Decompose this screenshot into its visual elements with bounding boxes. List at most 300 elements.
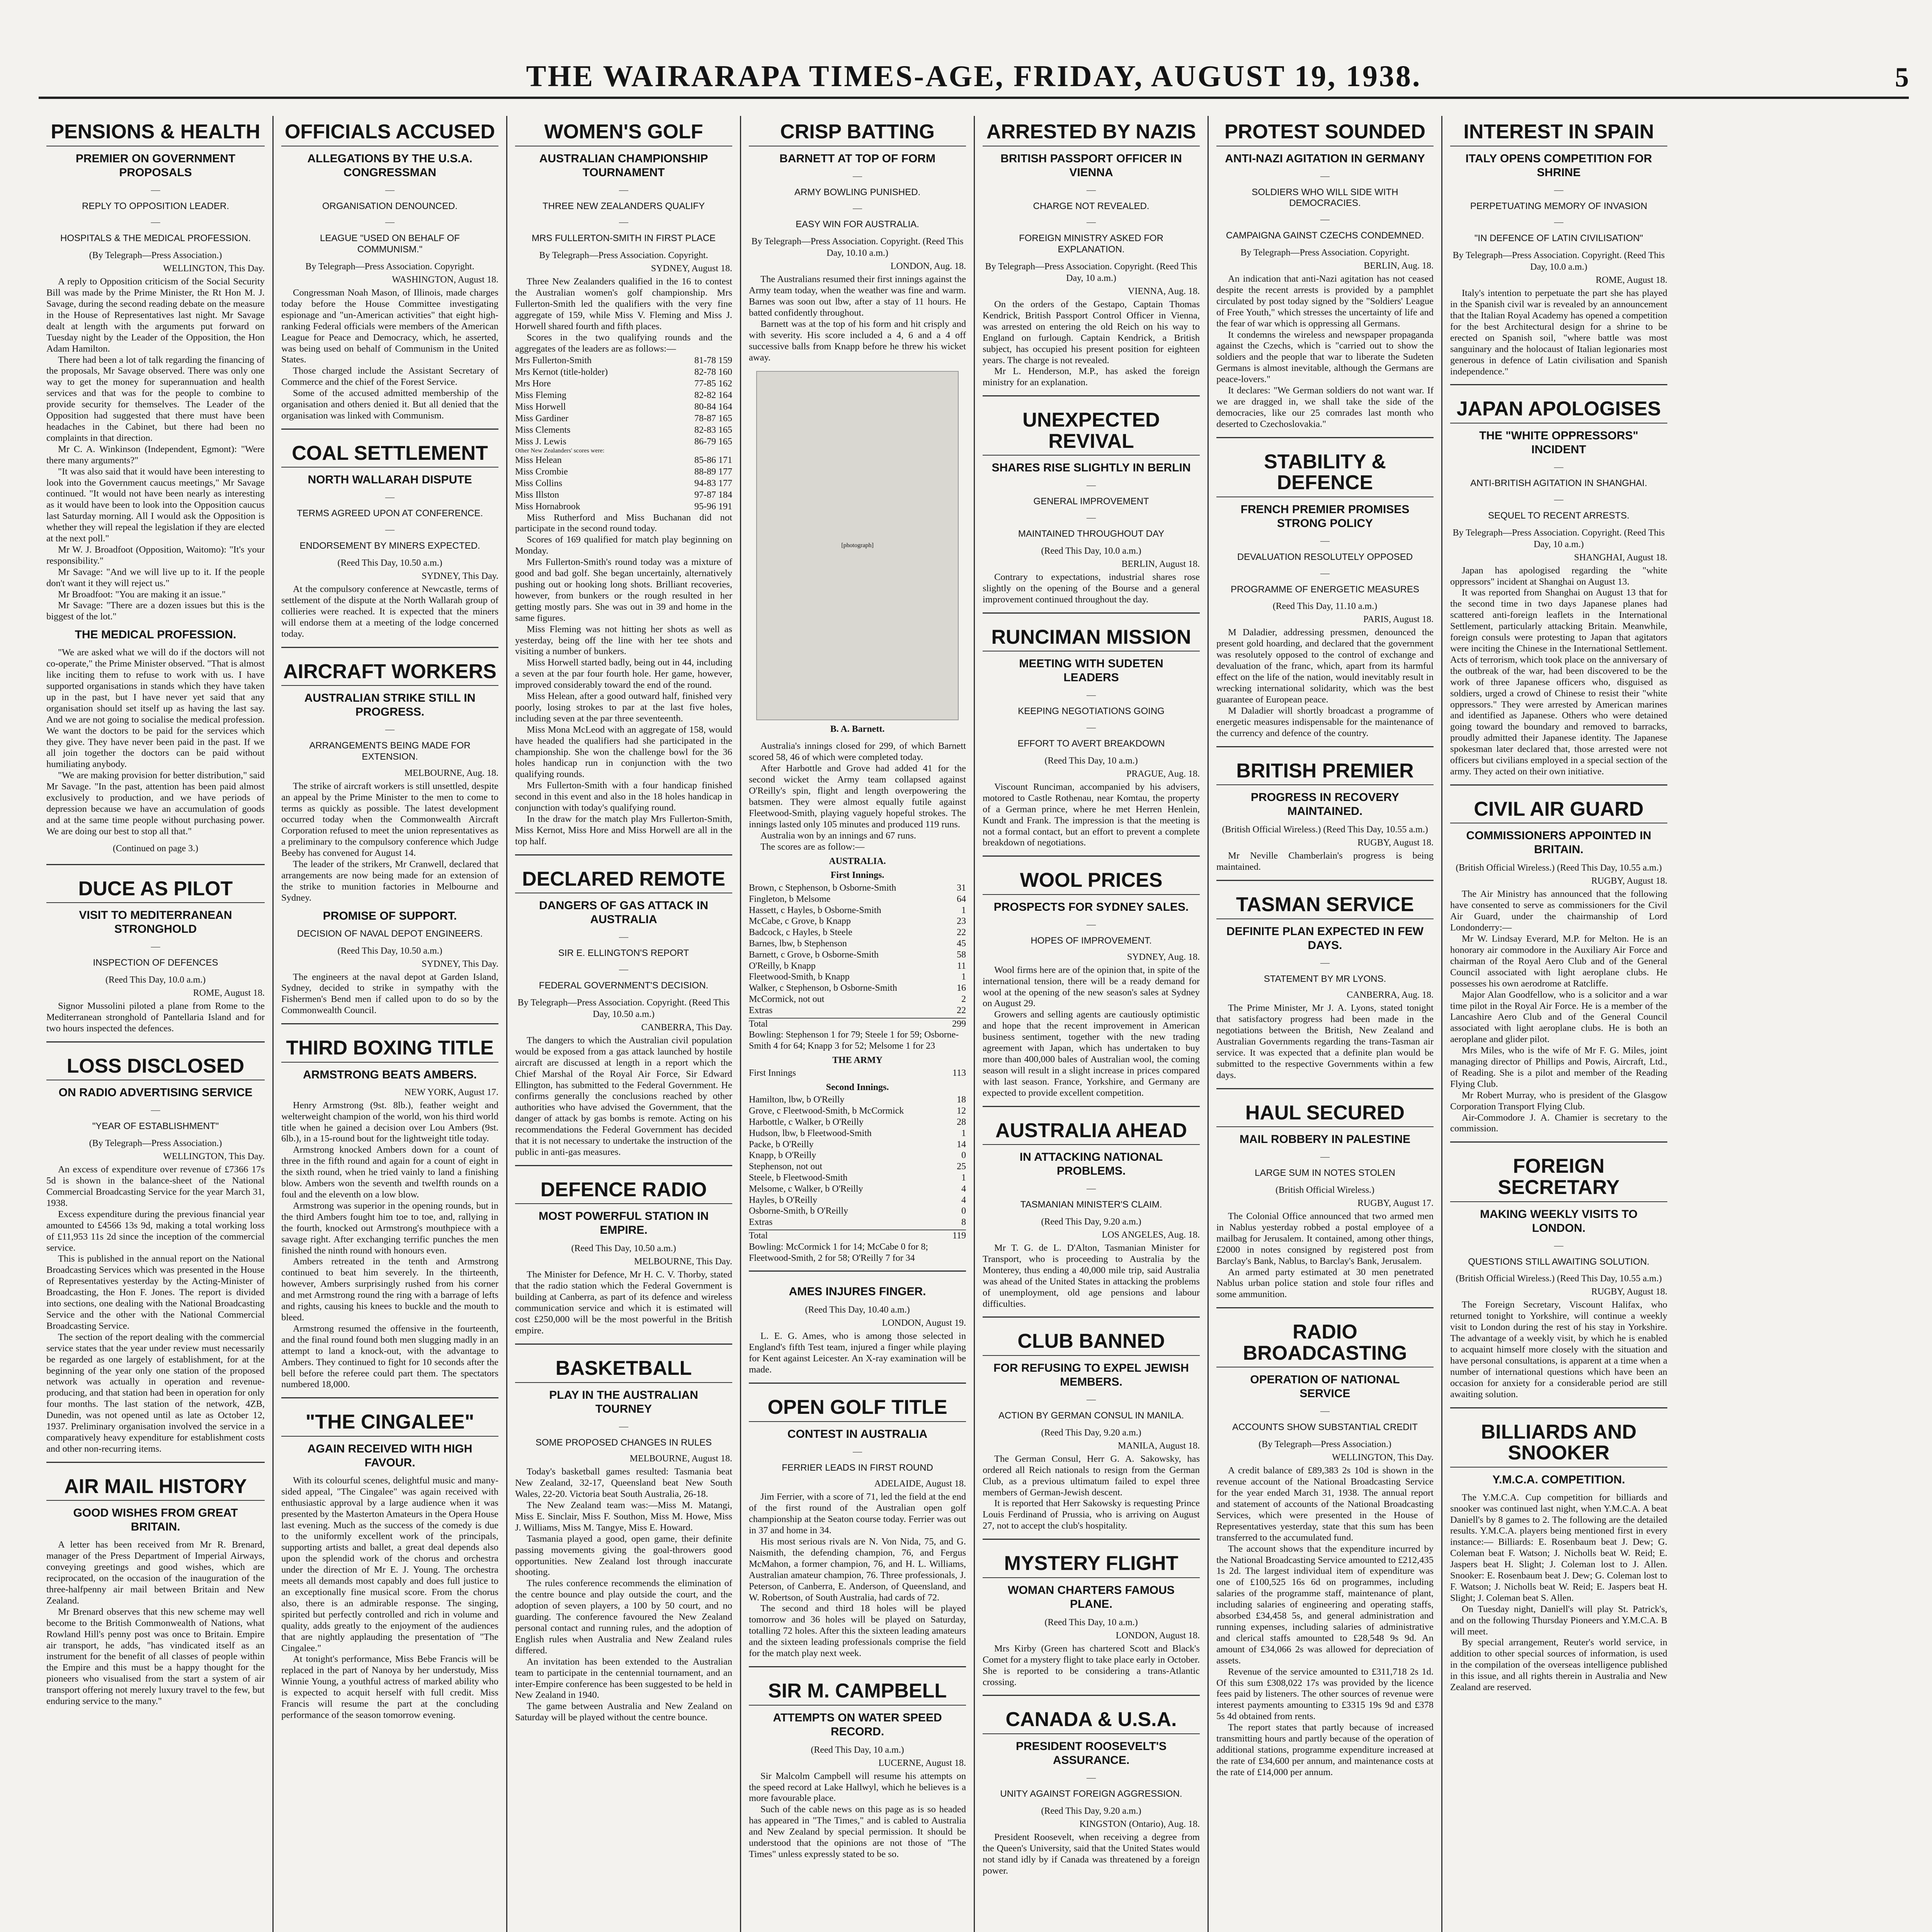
article-body (281, 972, 498, 1017)
deck: PROSPECTS FOR SYDNEY SALES. (993, 900, 1189, 913)
deck: TASMANIAN MINISTER'S CLAIM. (1020, 1199, 1162, 1210)
table-row (749, 1105, 966, 1117)
paragraph: Viscount Runciman, accompanied by his advisers, motored to Castle Rothenau, near Komtau, the property of a German prince, where he met Herren Henlein, Kundt and Frank. The impression is that the meeting is not a formal contact, but an effort to prevent a complete breakdown of negotiations. (983, 781, 1200, 848)
article (1216, 1102, 1434, 1309)
credit-line: (Reed This Day, 10.50 a.m.) (571, 1243, 676, 1254)
paragraph: Henry Armstrong (9st. 8lb.), feather weight and welterweight champion of the world, won his third world title when he gained a decision over Lou Ambers (9st. 6lb.), in a 15-round bout for the lightweight title today. (281, 1100, 498, 1144)
paragraph: The scores are as follow:— (760, 841, 865, 852)
separator-dash: — (1554, 494, 1563, 505)
article (983, 1331, 1200, 1540)
article-body (1450, 1492, 1667, 1693)
batsman: Barnes, lbw, b Stephenson (749, 939, 847, 949)
paragraph: "We are asked what we will do if the doctors will not co-operate," the Prime Minister observed. "That is almost like inciting them to refuse to work with us. I have supported organisations in stands which they have taken up in the past, but I have never yet said that any organisation should set itself up as having the last say. And we are not going to socialise the medical profession. We want the doctors to be paid for the services which they give. They have never been paid in the past. If we all join together the doctors can be paid without humiliating anybody. (46, 647, 265, 770)
paragraph: The engineers at the naval depot at Garden Island, Sydney, decided to strike in sympathy with the Fishermen's Bend men if called upon to do so by the Commonwealth Council. (281, 971, 498, 1016)
dateline: RUGBY, August 18. (1357, 838, 1434, 848)
article-body (1216, 1211, 1434, 1300)
article (46, 1056, 265, 1463)
separator-dash: — (1087, 185, 1096, 195)
paragraph: A credit balance of £89,383 2s 10d is shown in the revenue account of the National Broadcasting Service for the year ended March 31, 1938. The annual report and statement of accounts of the National Broadcasting Services, which were presented in the House of Representatives yesterday, state that this sum has been transferred to the accumulated fund. (1216, 1465, 1434, 1543)
paragraph: Revenue of the service amounted to £311,718 2s 1d. Of this sum £308,022 17s was provided by the licence fees paid by listeners. The other sources of revenue were interest payments amounting to £3315 19s 9d and £378 5s 4d obtained from rents. (1216, 1666, 1434, 1722)
article-body (46, 276, 265, 622)
paragraph: Wool firms here are of the opinion that, in spite of the international tension, there will be a ready demand for wool at the opening of the new season's sales at Sydney on August 29. (983, 964, 1200, 1009)
runs: 1 (961, 1128, 966, 1138)
headline: RADIO BROADCASTING (1216, 1321, 1434, 1367)
credit-line: (Reed This Day, 10 a.m.) (811, 1745, 904, 1755)
photo-portrait (756, 371, 959, 720)
paragraph: Mr Robert Murray, who is president of the Glasgow Corporation Transport Flying Club. (1450, 1090, 1667, 1112)
paragraph: The Foreign Secretary, Viscount Halifax, who returned tonight to Yorkshire, will continue a weekly visit to London during the rest of his stay in Yorkshire. The advantage of a weekly visit, by which he is enabled to acquaint himself more closely with the situation and have personal consultations, is apparent at a time when a number of international questions which have been an occasion for anxiety for a considerable period are still awaiting solution. (1450, 1299, 1667, 1400)
column-3 (506, 116, 740, 1932)
table-row (749, 1117, 966, 1128)
table-row (515, 436, 732, 447)
runs: 8 (961, 1217, 966, 1228)
table-row (749, 1094, 966, 1105)
table-row (749, 1068, 966, 1079)
headline: AMES INJURES FINGER. (789, 1285, 926, 1298)
paragraph: L. E. G. Ames, who is among those selected in England's fifth Test team, injured a finger while playing for Kent against Leicester. An X-ray examination will be made. (749, 1331, 966, 1375)
article-body (515, 1269, 732, 1336)
deck: SHARES RISE SLIGHTLY IN BERLIN (992, 461, 1191, 474)
deck: "IN DEFENCE OF LATIN CIVILISATION" (1474, 233, 1643, 244)
credit-line: By Telegraph—Press Association. Copyright. (Reed This Day, 10.0 a.m.) (1452, 250, 1665, 272)
headline: BASKETBALL (515, 1358, 732, 1383)
deck: QUESTIONS STILL AWAITING SOLUTION. (1468, 1256, 1650, 1267)
article (281, 1037, 498, 1398)
article-body (1216, 1003, 1434, 1081)
table-row (749, 938, 966, 949)
deck: TERMS AGREED UPON AT CONFERENCE. (297, 508, 483, 519)
row-value: 86-79 165 (694, 436, 732, 447)
article (1450, 1156, 1667, 1408)
article-body (749, 1331, 966, 1376)
article (1450, 1422, 1667, 1701)
paragraph: Japan has apologised regarding the "white oppressors" incident at Shanghai on August 13. (1450, 565, 1667, 587)
article (1450, 799, 1667, 1143)
row-label: Miss Clements (515, 425, 571, 435)
deck: ANTI-BRITISH AGITATION IN SHANGHAI. (1470, 478, 1647, 489)
article-body (983, 1454, 1200, 1532)
article-body (46, 1001, 265, 1034)
row-value: 95-96 191 (694, 501, 732, 512)
batsman: Knapp, b O'Reilly (749, 1150, 816, 1161)
batsman: Fingleton, b Melsome (749, 894, 831, 904)
table-row (749, 1217, 966, 1228)
table-row (515, 454, 732, 466)
batsman: Walker, c Stephenson, b Osborne-Smith (749, 983, 897, 993)
runs: 0 (961, 1150, 966, 1161)
article (983, 1120, 1200, 1318)
paragraph: On Tuesday night, Daniell's will play St. Patrick's, and on the following Thursday Pioneers and Y.M.C.A. B will meet. (1450, 1604, 1667, 1637)
row-value: 88-89 177 (694, 466, 732, 477)
paragraph: An excess of expenditure over revenue of £7366 17s 5d is shown in the balance-sheet of the National Commercial Broadcasting Service for the year March 31, 1938. (46, 1164, 265, 1208)
headline: DECLARED REMOTE (515, 869, 732, 894)
credit-line: (Reed This Day, 10.40 a.m.) (805, 1305, 910, 1315)
separator-dash: — (1320, 1152, 1330, 1162)
runs: 14 (957, 1139, 966, 1150)
bowling: Bowling: Stephenson 1 for 79; Steele 1 for 59; Osborne-Smith 4 for 64; Knapp 3 for 52; Melsome 1 for 23 (749, 1030, 959, 1051)
batsman: Hamilton, lbw, b O'Reilly (749, 1095, 845, 1105)
dateline: RUGBY, August 18. (1591, 1287, 1667, 1297)
headline: "THE CINGALEE" (281, 1412, 498, 1437)
paragraph: It is reported that Herr Sakowsky is requesting Prince Louis Ferdinand of Prussia, who is arriving on August 27, not to accept the club's hospitality. (983, 1498, 1200, 1531)
deck: PROGRAMME OF ENERGETIC MEASURES (1230, 584, 1420, 595)
article-body (983, 1832, 1200, 1877)
deck: ATTEMPTS ON WATER SPEED RECORD. (773, 1711, 942, 1738)
deck: MAINTAINED THROUGHOUT DAY (1018, 529, 1165, 539)
dateline: BERLIN, Aug. 18. (1364, 260, 1434, 271)
headline: WOOL PRICES (983, 870, 1200, 895)
paragraph: Sir Malcolm Campbell will resume his attempts on the speed record at Lake Hallwyl, which he believes is a more favourable place. (749, 1770, 966, 1804)
deck: ALLEGATIONS BY THE U.S.A. CONGRESSMAN (307, 152, 473, 179)
paragraph: Miss Mona McLeod with an aggregate of 158, would have headed the qualifiers had she participated in the championship. She won the challenge bowl for the 36 holes handicap run in conjunction with the two qualifying rounds. (515, 724, 732, 780)
table-row (515, 355, 732, 366)
row-value: 81-78 159 (694, 355, 732, 366)
table-row (749, 1206, 966, 1217)
article-body (983, 782, 1200, 849)
article (749, 1397, 966, 1667)
deck: EFFORT TO AVERT BREAKDOWN (1017, 738, 1165, 749)
dateline: SYDNEY, This Day. (422, 571, 498, 582)
paragraph: The Y.M.C.A. Cup competition for billiards and snooker was continued last night, when Y.M.C.A. A beat Daniell's by 8 games to 2. The following are the detailed results. Y.M.C.A. players being mentioned first in every instance:— Billiards: E. Rosenbaum beat J. Dew; G. Coleman beat F. Watson; J. Nicholls beat W. Reid; E. Jaspers beat H. Slight; J. Coleman lost to J. Allen. Snooker: E. Rosenbaum beat J. Dew; G. Coleman lost to F. Watson; J. Nicholls beat W. Reid; E. Jaspers beat H. Slight; J. Coleman beat S. Allen. (1450, 1492, 1667, 1603)
separator-dash: — (853, 203, 862, 214)
dateline: MELBOURNE, This Day. (634, 1257, 732, 1267)
table-row (749, 1161, 966, 1172)
headline: SIR M. CAMPBELL (749, 1680, 966, 1706)
paragraph: Scores of 169 qualified for match play beginning on Monday. (515, 534, 732, 556)
batsman: Badcock, c Hayles, b Steele (749, 927, 852, 938)
batsman: O'Reilly, b Knapp (749, 961, 816, 971)
table-row (515, 466, 732, 478)
runs: 25 (957, 1162, 966, 1172)
batsman: Fleetwood-Smith, b Knapp (749, 972, 850, 982)
article (281, 1412, 498, 1728)
article (983, 1553, 1200, 1696)
paragraph: An indication that anti-Nazi agitation has not ceased despite the recent arrests is provided by a pamphlet circulated by post today signed by the "Soldiers' League of Free Youth," which stresses the uncertainty of life and the fear of war which is oppressing all Germans. (1216, 273, 1434, 329)
paragraph: Armstrong resumed the offensive in the fourteenth, and the final round found both men slugging madly in an attempt to land a knock-out, with the advantage to Ambers. They continued to fight for 10 seconds after the bell before the referee could part them. The spectators numbered 18,000. (281, 1323, 498, 1390)
article (983, 1709, 1200, 1883)
credit-line: By Telegraph—Press Association. Copyright. (Reed This Day, 10 a.m.) (985, 261, 1197, 283)
separator-dash: — (1087, 690, 1096, 701)
column-4 (740, 116, 974, 1932)
credit-line: (Reed This Day, 10 a.m.) (1044, 755, 1138, 766)
deck: ARMSTRONG BEATS AMBERS. (303, 1068, 477, 1081)
subhead: THE MEDICAL PROFESSION. (75, 628, 236, 641)
article-body (749, 1492, 966, 1659)
deck: HOSPITALS & THE MEDICAL PROFESSION. (60, 233, 251, 244)
article (1450, 398, 1667, 785)
deck: AGAIN RECEIVED WITH HIGH FAVOUR. (307, 1442, 473, 1469)
credit-line: (Reed This Day, 9.20 a.m.) (1041, 1427, 1141, 1438)
dateline: KINGSTON (Ontario), Aug. 18. (1079, 1819, 1200, 1829)
paragraph: Miss Rutherford and Miss Buchanan did not participate in the second round today. (515, 512, 732, 534)
article (46, 878, 265, 1043)
dateline: ROME, August 18. (193, 988, 265, 998)
row-label: Miss Illston (515, 490, 560, 500)
deck: ACTION BY GERMAN CONSUL IN MANILA. (998, 1410, 1184, 1421)
credit-line: By Telegraph—Press Association. Copyright. (Reed This Day, 10 a.m.) (1452, 527, 1665, 549)
deck: PLAY IN THE AUSTRALIAN TOURNEY (549, 1388, 698, 1415)
row-label: Miss Fleming (515, 390, 566, 400)
dateline: SYDNEY, This Day. (422, 959, 498, 969)
table-row (749, 883, 966, 894)
total-value: 299 (952, 1019, 966, 1029)
credit-line: (Reed This Day, 9.20 a.m.) (1041, 1806, 1141, 1816)
masthead (39, 58, 1909, 99)
paragraph: Such of the cable news on this page as is so headed has appeared in "The Times," and is cabled to Australia and New Zealand by special permission. It should be understood that the opinions are not those of "The Times" unless expressly stated to be so. (749, 1804, 966, 1859)
deck: BRITISH PASSPORT OFFICER IN VIENNA (1000, 152, 1182, 179)
article-body (749, 1771, 966, 1804)
headline: PROTEST SOUNDED (1216, 121, 1434, 146)
dateline: LOS ANGELES, Aug. 18. (1102, 1230, 1200, 1240)
separator-dash: — (1087, 513, 1096, 523)
paragraph: His most serious rivals are N. Von Nida, 75, and G. Naismith, the defending champion, 76, and Fergus McMahon, a former champion, 76, and H. L. Williams, Australian amateur champion, 76. Three professionals, J. Peterson, of Canberra, E. Anderson, of Queensland, and W. Robertson, of South Australia, had cards of 72. (749, 1536, 966, 1603)
row-label: Mrs Kernot (title-holder) (515, 367, 608, 377)
paragraph: At tonight's performance, Miss Bebe Francis will be replaced in the part of Nanoya by her understudy, Miss Winnie Young, a youthful actress of marked ability who is expected to acquit herself with full credit. Miss Francis will resume the part at the concluding performance of the season tomorrow evening. (281, 1654, 498, 1720)
column-5 (974, 116, 1208, 1932)
headline: CLUB BANNED (983, 1331, 1200, 1356)
article-body (983, 965, 1200, 1099)
table-row (515, 501, 732, 512)
paragraph: Mr W. J. Broadfoot (Opposition, Waitomo): "It's your responsibility." (46, 544, 265, 566)
separator-dash: — (1320, 957, 1330, 968)
credit-line: (British Official Wireless.) (Reed This Day, 10.55 a.m.) (1456, 863, 1662, 873)
article-body (46, 1164, 265, 1455)
separator-dash: — (619, 1421, 628, 1432)
dateline: LONDON, August 18. (1116, 1630, 1200, 1641)
paragraph: Mr Broadfoot: "You are making it an issue." (58, 589, 226, 600)
paragraph: This is published in the annual report on the National Broadcasting Services which was presented in the House of Representatives yesterday by the Acting-Minister of Broadcasting, the Hon F. Jones. The report is divided into sections, one dealing with the National Broadcasting Service and the other with the National Commercial Broadcasting Service. (46, 1253, 265, 1331)
total-label: Total (749, 1231, 768, 1241)
paragraph: The Australians resumed their first innings against the Army team today, when the weather was fine and warm. Barnes was soon out lbw, after a stay of 11 hours. He batted confidently throughout. (749, 274, 966, 318)
separator-dash: — (1554, 217, 1563, 228)
deck: LEAGUE "USED ON BEHALF OF COMMUNISM." (320, 233, 460, 255)
table-row (515, 489, 732, 501)
batsman: Extras (749, 1005, 773, 1015)
table-row (515, 378, 732, 389)
photo-caption: B. A. Barnett. (830, 724, 885, 735)
deck: CHARGE NOT REVEALED. (1033, 201, 1150, 211)
paragraph: The report states that partly because of increased transmitting hours and partly because of the operation of additional stations, programme expenditure increased at the rate of £34,600 per annum, and maintenance costs at the rate of £14,000 per annum. (1216, 1722, 1434, 1777)
dateline: WASHINGTON, August 18. (392, 274, 498, 285)
credit-line: (By Telegraph—Press Association.) (89, 1138, 222, 1149)
headline: TASMAN SERVICE (1216, 894, 1434, 919)
table-row (749, 894, 966, 905)
runs: 12 (957, 1106, 966, 1116)
deck: SOLDIERS WHO WILL SIDE WITH DEMOCRACIES. (1252, 187, 1398, 209)
dateline: SYDNEY, Aug. 18. (1127, 952, 1200, 962)
separator-dash: — (151, 217, 160, 228)
table-row (749, 1005, 966, 1016)
deck: ACCOUNTS SHOW SUBSTANTIAL CREDIT (1232, 1422, 1418, 1433)
paragraph: The Minister for Defence, Mr H. C. V. Thorby, stated that the radio station which the Federal Government is building at Canberra, as part of its defence and wireless communication service and which it is estimated will cost £250,000 will be the most powerful in the British empire. (515, 1269, 732, 1336)
paragraph: On the orders of the Gestapo, Captain Thomas Kendrick, British Passport Control Officer in Vienna, was arrested on entering the old Reich on his way to England on furlough. Captain Kendrick, a British subject, has occupied his present position for eighteen years. The charge is not revealed. (983, 299, 1200, 366)
separator-dash: — (1087, 217, 1096, 228)
deck: AUSTRALIAN STRIKE STILL IN PROGRESS. (304, 692, 476, 719)
headline: HAUL SECURED (1216, 1102, 1434, 1128)
deck: OPERATION OF NATIONAL SERVICE (1250, 1373, 1400, 1400)
paragraph: It condemns the wireless and newspaper propaganda against the Czechs, which is "carried out to show the soldiers and the people that war to liberate the Sudeten Germans is almost inevitable, although the Germans are peace-lovers." (1216, 329, 1434, 385)
article-body (46, 1539, 265, 1707)
credit-line: (British Official Wireless.) (1275, 1185, 1375, 1196)
separator-dash: — (1087, 1184, 1096, 1194)
paragraph: A reply to Opposition criticism of the Social Security Bill was made by the Prime Minister, the Rt Hon M. J. Savage, during the second reading debate on the measure in the House of Representatives last night. Mr Savage dealt at length with the arguments put forward on Tuesday night by the Leader of the Opposition, the Hon Adam Hamilton. (46, 276, 265, 354)
headline: DEFENCE RADIO (515, 1179, 732, 1204)
table-row (749, 1195, 966, 1206)
paragraph: Armstrong was superior in the opening rounds, but in the third Ambers fought him toe to toe, and, rallying in the fourth, knocked out Armstrong's mouthpiece with a savage right. After exchanging terrific punches the men finished the ninth round with honours even. (281, 1200, 498, 1256)
deck: VISIT TO MEDITERRANEAN STRONGHOLD (79, 909, 232, 936)
row-label: Miss J. Lewis (515, 436, 566, 447)
paragraph: Mrs Kirby (Green has chartered Scott and Black's Comet for a mystery flight to take place early in October. She is reported to be considering a trans-Atlantic crossing. (983, 1643, 1200, 1687)
deck: HOPES OF IMPROVEMENT. (1031, 935, 1152, 946)
runs: 31 (957, 883, 966, 893)
article-body (983, 572, 1200, 605)
credit-line: By Telegraph—Press Association. Copyright. (Reed This Day, 10.10 a.m.) (751, 236, 964, 259)
dateline: CANBERRA, Aug. 18. (1347, 990, 1434, 1000)
paragraph: There had been a lot of talk regarding the financing of the proposals, Mr Savage observed. There was only one way to get the money for superannuation and health services and that was for the people to combine to provide security for themselves. The Leader of the Opposition had suggested that there must have been headaches in the Cabinet, but there had been no complaints in that direction. (46, 354, 265, 443)
article-body (281, 1100, 498, 1391)
deck: ON RADIO ADVERTISING SERVICE (58, 1086, 253, 1099)
table-row (515, 389, 732, 401)
paragraph: It was reported from Shanghai on August 13 that for the second time in two days Japanese planes had scattered anti-foreign leaflets in the International Settlement, particularly attacking Britain. Meanwhile, foreign consuls were protesting to Japan that agitators were inciting the Chinese in the International Settlement. Acts of terrorism, which took place on the anniversary of the outbreak of the war, had been discovered to be the work of three Japanese officers who, disguised as soldiers, urged a crowd of Chinese to resist their "white oppressors." They were arrested by American marines and identified as Japanese. Others who were detained going toward the boundary and removed to barracks, proudly admitted their Japanese identity. The Japanese spokesman later declared that, those arrested were not officers but civilians employed in a special section of the army. They acted on their own initiative. (1450, 587, 1667, 777)
runs: 45 (957, 939, 966, 949)
paragraph: The strike of aircraft workers is still unsettled, despite an appeal by the Prime Minister to the men to come to terms as quickly as possible. The latest development occurred today when the Commonwealth Aircraft Corporation refused to meet the union representatives as a preliminary to the compulsory conference which Judge Beeby has convened for August 14. (281, 781, 498, 859)
paragraph: Scores in the two qualifying rounds and the aggregates of the leaders are as follows:— (515, 332, 732, 354)
column-2 (272, 116, 506, 1932)
table-row (749, 1128, 966, 1139)
deck: MEETING WITH SUDETEN LEADERS (1019, 657, 1163, 684)
innings-label: Second Innings. (826, 1082, 889, 1092)
dateline: PRAGUE, Aug. 18. (1126, 769, 1200, 779)
runs: 4 (961, 1184, 966, 1194)
table-row (749, 961, 966, 972)
dateline: RUGBY, August 17. (1357, 1198, 1434, 1209)
dateline: WELLINGTON, This Day. (163, 264, 265, 274)
columns (39, 116, 1909, 1932)
deck: DANGERS OF GAS ATTACK IN AUSTRALIA (539, 899, 708, 926)
team-name: THE ARMY (832, 1055, 883, 1066)
table-row (515, 366, 732, 378)
paragraph: Three New Zealanders qualified in the 16 to contest the Australian women's golf championship. Mrs Fullerton-Smith led the qualifiers with the very fine aggregate of 159, while Miss V. Fleming and Miss J. Horwell shared fourth and fifth places. (515, 276, 732, 332)
bowling: Bowling: McCormick 1 for 14; McCabe 0 for 8; Fleetwood-Smith, 2 for 58; O'Reilly 7 for 34 (749, 1242, 928, 1263)
article-body (515, 1466, 732, 1723)
article (46, 121, 265, 865)
separator-dash: — (1320, 214, 1330, 225)
runs: 113 (952, 1068, 966, 1078)
paragraph: "It was also said that it would have been interesting to look into the Government caucus meetings," Mr Savage continued. "It would not have been nearly as interesting as it would have been to look into the Opposition caucus last Saturday morning. All I would ask the Opposition is whether they will repeal the legislation if they are elected at the next poll." (46, 466, 265, 544)
deck: INSPECTION OF DEFENCES (93, 957, 218, 968)
table-row (749, 1150, 966, 1161)
article-body (1216, 850, 1434, 873)
dateline: LONDON, Aug. 18. (890, 261, 966, 272)
dateline: LONDON, August 19. (882, 1318, 966, 1328)
deck: UNITY AGAINST FOREIGN AGGRESSION. (1000, 1789, 1182, 1799)
column-7 (1441, 116, 1675, 1932)
deck: MAKING WEEKLY VISITS TO LONDON. (1480, 1208, 1638, 1235)
dateline: MELBOURNE, August 18. (629, 1454, 732, 1464)
headline: LOSS DISCLOSED (46, 1056, 265, 1081)
article-body (281, 584, 498, 640)
paragraph: Miss Horwell started badly, being out in 44, including a seven at the par four fourth hole. Her game, however, improved considerably toward the end of the round. (515, 657, 732, 690)
headline: BRITISH PREMIER (1216, 760, 1434, 786)
article (281, 121, 498, 430)
score-table (515, 454, 732, 512)
paragraph: The Prime Minister, Mr J. A. Lyons, stated tonight that satisfactory progress had been made in the negotiations between the British, New Zealand and Australian Governments regarding the trans-Tasman air service. It was expected that a definite plan would be submitted to the respective Governments within a few days. (1216, 1003, 1434, 1080)
table-row (749, 949, 966, 961)
credit-line: (Reed This Day, 10.50 a.m.) (337, 946, 442, 956)
row-value: 97-87 184 (694, 490, 732, 500)
runs: 4 (961, 1195, 966, 1205)
credit-line: By Telegraph—Press Association. Copyright. (305, 261, 474, 272)
article-body (281, 287, 498, 422)
headline: UNEXPECTED REVIVAL (983, 410, 1200, 456)
total-label: Total (749, 1019, 768, 1029)
article (515, 121, 732, 855)
row-value: 85-86 171 (694, 455, 732, 465)
table-row (515, 401, 732, 413)
paragraph: Major Alan Goodfellow, who is a solicitor and a war time pilot in the Royal Air Force. He is a member of the Lancashire Aero Club and of the General Council associated with light aeroplane clubs. He is both an aeroplane and glider pilot. (1450, 989, 1667, 1045)
batsman: Grove, c Fleetwood-Smith, b McCormick (749, 1106, 904, 1116)
row-value: 80-84 164 (694, 401, 732, 412)
separator-dash: — (1087, 1395, 1096, 1405)
batsman: McCormick, not out (749, 994, 825, 1005)
row-label: Mrs Fullerton-Smith (515, 355, 592, 366)
paragraph: After Harbottle and Grove had added 41 for the second wicket the Army team collapsed against O'Reilly's spin, flight and length overpowering the batsmen. They were almost equally futile against Fleetwood-Smith, playing vaguely hopeful strokes. The innings lasted only 105 minutes and produced 119 runs. (749, 763, 966, 830)
separator-dash: — (619, 217, 628, 228)
article (515, 1358, 732, 1730)
deck: PERPETUATING MEMORY OF INVASION (1470, 201, 1648, 211)
column-1 (39, 116, 272, 1932)
paragraph: Mr C. A. Winkinson (Independent, Egmont): "Were there many arguments?" (46, 444, 265, 466)
row-label: Miss Hornabrook (515, 501, 580, 512)
credit-line: (By Telegraph—Press Association.) (1259, 1439, 1391, 1450)
article (983, 410, 1200, 614)
article-body (749, 741, 966, 852)
headline: INTEREST IN SPAIN (1450, 121, 1667, 146)
article (1216, 1321, 1434, 1785)
headline: AUSTRALIA AHEAD (983, 1120, 1200, 1145)
article (1216, 894, 1434, 1089)
batsman: Hudson, lbw, b Fleetwood-Smith (749, 1128, 872, 1138)
separator-dash: — (385, 185, 395, 195)
runs: 22 (957, 1005, 966, 1015)
row-label: Miss Helean (515, 455, 562, 465)
deck: FEDERAL GOVERNMENT'S DECISION. (539, 980, 709, 991)
separator-dash: — (151, 942, 160, 952)
headline: MYSTERY FLIGHT (983, 1553, 1200, 1578)
row-value: 82-83 165 (694, 425, 732, 435)
dateline: LUCERNE, August 18. (878, 1758, 966, 1768)
row-label: Miss Gardiner (515, 413, 568, 423)
deck: CONTEST IN AUSTRALIA (787, 1427, 928, 1440)
paragraph: Mrs Miles, who is the wife of Mr F. G. Miles, joint managing director of Phillips and Powis, Aircraft, Ltd., of Reading. She is a pilot and member of the Reading Flying Club. (1450, 1045, 1667, 1089)
scorecard (749, 856, 966, 1264)
deck: PROGRESS IN RECOVERY MAINTAINED. (1251, 791, 1399, 818)
paragraph: Barnett was at the top of his form and hit crisply and with severity. His score included a 4, 6 and a 4 off successive balls from Knapp before he threw his wicket away. (749, 318, 966, 363)
batsman: Extras (749, 1217, 773, 1228)
innings-label: First Innings (749, 1068, 796, 1078)
deck: SOME PROPOSED CHANGES IN RULES (535, 1437, 712, 1448)
headline: THIRD BOXING TITLE (281, 1037, 498, 1063)
paragraph: The game between Australia and New Zealand on Saturday will be played without the centre bounce. (515, 1701, 732, 1723)
article (1216, 760, 1434, 881)
credit-line: By Telegraph—Press Association. Copyright. (539, 250, 708, 261)
paragraph: Mr W. Lindsay Everard, M.P. for Melton. He is an honorary air commodore in the Auxiliary Air Force and chairman of the Royal Aero Club and of the General Council associated with light aeroplane clubs. He possesses his own aerodrome at Ratcliffe. (1450, 934, 1667, 989)
deck: COMMISSIONERS APPOINTED IN BRITAIN. (1466, 829, 1651, 856)
row-label: Mrs Hore (515, 378, 551, 389)
paragraph: Contrary to expectations, industrial shares rose slightly on the opening of the Bourse and a general improvement continued throughout the day. (983, 572, 1200, 605)
article-body (281, 1475, 498, 1721)
dateline: RUGBY, August 18. (1591, 876, 1667, 886)
